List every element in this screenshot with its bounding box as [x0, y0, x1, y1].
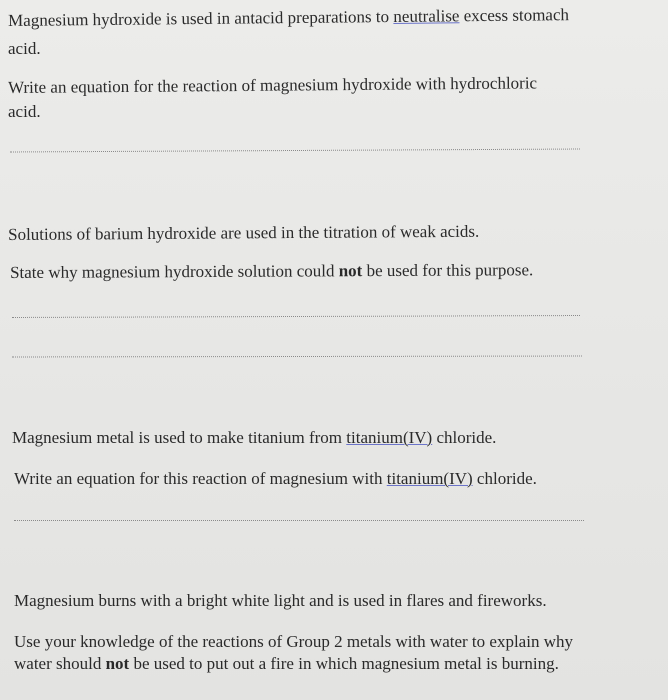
- q3-prompt-post: chloride.: [472, 469, 537, 488]
- q2-answer-line-2[interactable]: [12, 356, 582, 358]
- q2-prompt: [10, 259, 533, 284]
- q1-prompt-line1: Write an equation for the reaction of magnesium hydroxide with hydrochloric: [8, 73, 538, 97]
- q2-prompt-pre: State why magnesium hydroxide solution could: [10, 261, 339, 282]
- q4-prompt-line1: Use your knowledge of the reactions of Group 2 metals with water to explain why: [14, 632, 573, 651]
- q1-text-post: excess stomach: [459, 5, 570, 26]
- q2-prompt-post: be used for this purpose.: [362, 260, 534, 281]
- q3-statement-post: chloride.: [432, 428, 497, 447]
- q4-statement: Magnesium burns with a bright white light and is used in flares and fireworks.: [14, 591, 547, 610]
- q2-statement: Solutions of barium hydroxide are used in the titration of weak acids.: [8, 221, 480, 244]
- q4-prompt-line2-post: be used to put out a fire in which magnesium metal is burning.: [129, 654, 559, 673]
- q1-statement-line2: acid.: [8, 39, 41, 58]
- q3-statement: [12, 427, 496, 449]
- q4-prompt-line2-bold: not: [105, 654, 130, 673]
- q3-statement-pre: Magnesium metal is used to make titanium from: [12, 428, 347, 447]
- q1-prompt-line2: acid.: [8, 102, 41, 121]
- q1-answer-line[interactable]: [10, 149, 580, 153]
- q1-underlined-word: neutralise: [393, 6, 460, 26]
- q2-answer-line-1[interactable]: [12, 315, 580, 318]
- q1-text-pre: Magnesium hydroxide is used in antacid preparations to: [8, 6, 394, 30]
- q4-prompt-line2-pre: water should: [14, 654, 106, 673]
- q4-prompt-line2: [14, 653, 559, 675]
- q3-prompt: [14, 468, 537, 490]
- q3-answer-line[interactable]: [14, 520, 584, 521]
- q3-prompt-underlined-word: titanium(IV): [386, 469, 473, 488]
- q1-statement-line1: [8, 4, 569, 32]
- q3-prompt-pre: Write an equation for this reaction of magnesium with: [14, 469, 387, 488]
- q2-prompt-bold: not: [338, 261, 363, 281]
- q3-statement-underlined-word: titanium(IV): [346, 428, 433, 447]
